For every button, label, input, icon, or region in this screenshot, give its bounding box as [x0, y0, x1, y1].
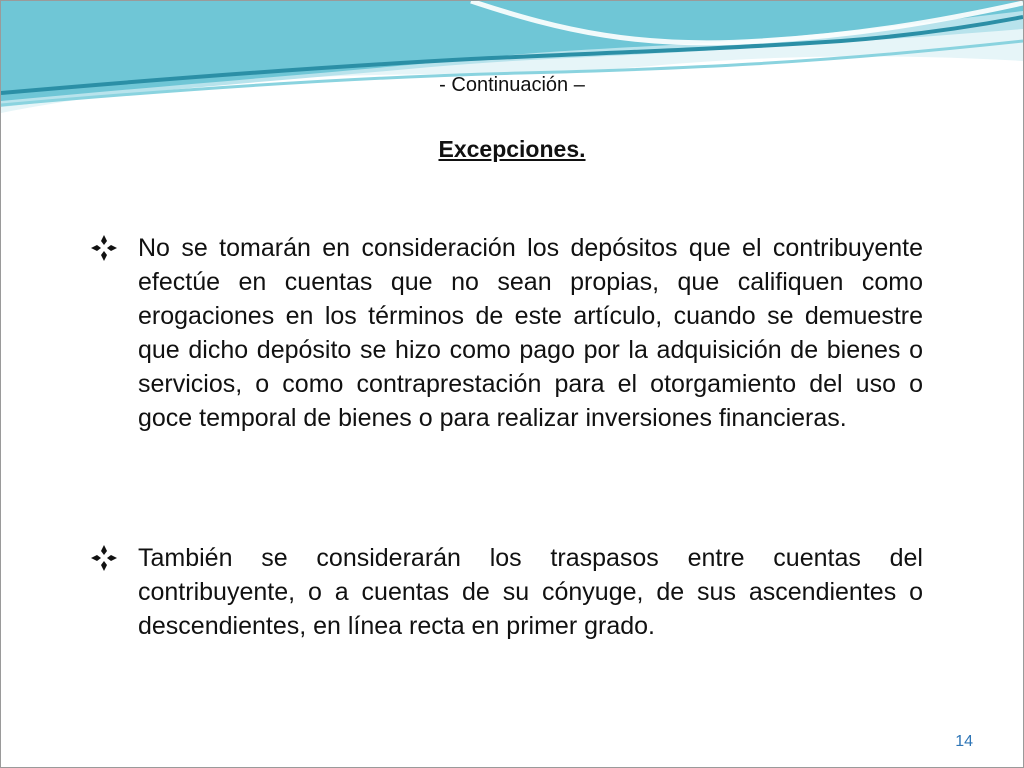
decorative-wave-banner — [1, 1, 1023, 121]
bullet-text: También se considerarán los traspasos entre cuentas del contribuyente, o a cuentas de su cónyuge, de sus ascendientes o descendientes, en línea recta en primer grado. — [138, 544, 923, 640]
page-number: 14 — [955, 733, 973, 750]
bullet-item — [87, 541, 923, 643]
diamond-bullet-icon — [87, 233, 121, 263]
bullet-item — [87, 231, 923, 435]
bullet-text: No se tomarán en consideración los depósitos que el contribuyente efectúe en cuentas que no sean propias, que califiquen como erogaciones en los términos de este artículo, cuando se demuestre que dicho depósito se hizo como pago por la adquisición de bienes o servicios, o como contraprestación para el otorgamiento del uso o goce temporal de bienes o para realizar inversiones financieras. — [138, 234, 923, 432]
slide-subtitle: - Continuación – — [439, 74, 585, 96]
slide-title: Excepciones. — [438, 136, 586, 162]
diamond-bullet-icon — [87, 543, 121, 573]
